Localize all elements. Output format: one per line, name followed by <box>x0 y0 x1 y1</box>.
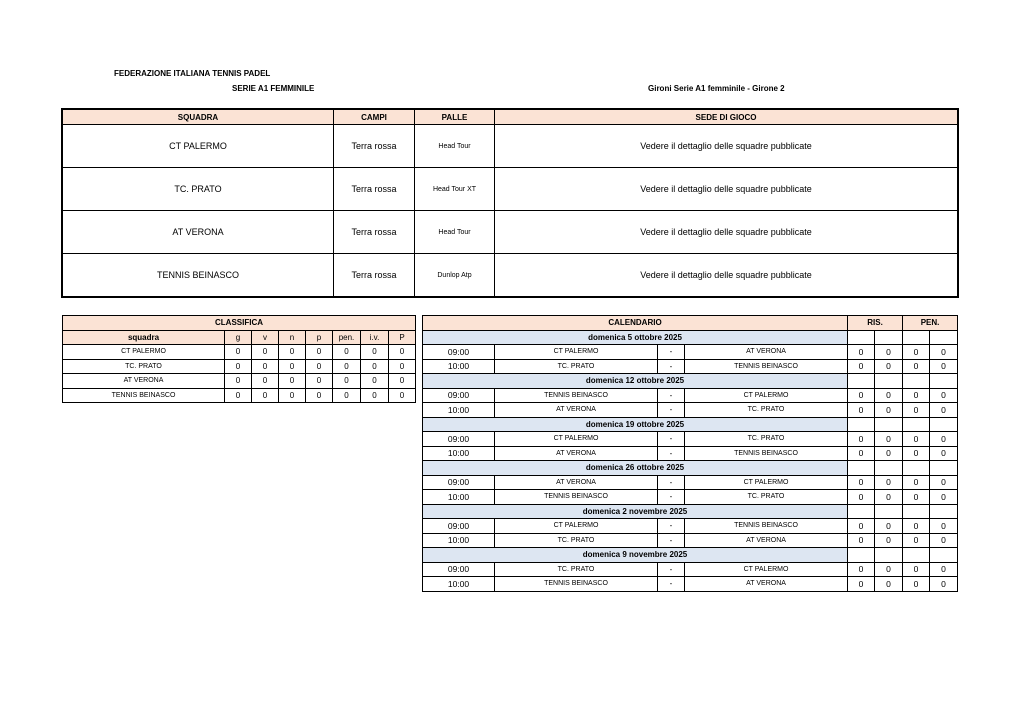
round-date-row <box>423 330 958 345</box>
standings-stat: 0 <box>225 388 252 403</box>
round-date: domenica 26 ottobre 2025 <box>423 461 848 476</box>
empty-cell <box>930 461 958 476</box>
match-home: TENNIS BEINASCO <box>495 388 658 403</box>
match-time: 10:00 <box>423 533 495 548</box>
empty-cell <box>930 374 958 389</box>
federation-title: FEDERAZIONE ITALIANA TENNIS PADEL <box>114 69 271 78</box>
match-score: 0 <box>848 490 875 505</box>
empty-cell <box>848 504 875 519</box>
standings-table <box>62 315 416 403</box>
match-home: CT PALERMO <box>495 432 658 447</box>
match-away: TENNIS BEINASCO <box>685 519 848 534</box>
match-score: 0 <box>875 345 903 360</box>
match-separator: - <box>658 533 685 548</box>
standings-stat: 0 <box>225 345 252 360</box>
team-balls: Dunlop Atp <box>415 254 495 297</box>
match-separator: - <box>658 446 685 461</box>
standings-stat: 0 <box>225 374 252 389</box>
match-home: AT VERONA <box>495 403 658 418</box>
match-score: 0 <box>875 519 903 534</box>
round-date-row <box>423 461 958 476</box>
match-score: 0 <box>875 475 903 490</box>
match-score: 0 <box>930 388 958 403</box>
team-row <box>63 211 958 254</box>
match-away: TENNIS BEINASCO <box>685 359 848 374</box>
group-title: Gironi Serie A1 femminile - Girone 2 <box>648 84 785 93</box>
match-row <box>423 519 958 534</box>
match-home: TC. PRATO <box>495 359 658 374</box>
empty-cell <box>903 330 930 345</box>
match-home: TENNIS BEINASCO <box>495 490 658 505</box>
standings-stat: 0 <box>389 345 416 360</box>
ris-header: RIS. <box>848 316 903 331</box>
header-squadra: SQUADRA <box>63 110 334 125</box>
standings-stat: 0 <box>306 374 333 389</box>
col-v: v <box>252 330 279 345</box>
match-score: 0 <box>930 432 958 447</box>
match-score: 0 <box>930 533 958 548</box>
pen-header: PEN. <box>903 316 958 331</box>
standings-title: CLASSIFICA <box>63 316 416 331</box>
match-score: 0 <box>875 490 903 505</box>
match-score: 0 <box>848 359 875 374</box>
match-score: 0 <box>930 490 958 505</box>
standings-stat: 0 <box>333 388 361 403</box>
match-score: 0 <box>848 519 875 534</box>
team-courts: Terra rossa <box>334 254 415 297</box>
match-score: 0 <box>848 577 875 592</box>
round-date-row <box>423 374 958 389</box>
team-courts: Terra rossa <box>334 211 415 254</box>
match-away: AT VERONA <box>685 533 848 548</box>
match-separator: - <box>658 359 685 374</box>
match-away: TC. PRATO <box>685 432 848 447</box>
team-row <box>63 168 958 211</box>
match-time: 09:00 <box>423 345 495 360</box>
round-date: domenica 19 ottobre 2025 <box>423 417 848 432</box>
match-time: 10:00 <box>423 446 495 461</box>
match-score: 0 <box>903 345 930 360</box>
team-name: CT PALERMO <box>63 125 334 168</box>
match-separator: - <box>658 388 685 403</box>
standings-stat: 0 <box>333 359 361 374</box>
standings-stat: 0 <box>361 374 389 389</box>
match-score: 0 <box>930 359 958 374</box>
team-courts: Terra rossa <box>334 168 415 211</box>
match-score: 0 <box>903 577 930 592</box>
match-row <box>423 490 958 505</box>
col-g: g <box>225 330 252 345</box>
round-date: domenica 12 ottobre 2025 <box>423 374 848 389</box>
team-venue: Vedere il dettaglio delle squadre pubblicate <box>495 211 958 254</box>
match-score: 0 <box>875 562 903 577</box>
standings-stat: 0 <box>389 388 416 403</box>
match-home: CT PALERMO <box>495 519 658 534</box>
team-venue: Vedere il dettaglio delle squadre pubblicate <box>495 168 958 211</box>
match-score: 0 <box>903 432 930 447</box>
match-score: 0 <box>903 359 930 374</box>
match-home: TENNIS BEINASCO <box>495 577 658 592</box>
match-score: 0 <box>875 446 903 461</box>
match-separator: - <box>658 490 685 505</box>
standings-stat: 0 <box>389 374 416 389</box>
col-n: n <box>279 330 306 345</box>
standings-stat: 0 <box>279 388 306 403</box>
empty-cell <box>875 374 903 389</box>
standings-team: TENNIS BEINASCO <box>63 388 225 403</box>
match-score: 0 <box>903 388 930 403</box>
match-row <box>423 388 958 403</box>
standings-stat: 0 <box>225 359 252 374</box>
match-score: 0 <box>848 432 875 447</box>
standings-stat: 0 <box>252 374 279 389</box>
match-time: 10:00 <box>423 577 495 592</box>
match-time: 09:00 <box>423 388 495 403</box>
match-row <box>423 432 958 447</box>
team-venue: Vedere il dettaglio delle squadre pubblicate <box>495 254 958 297</box>
empty-cell <box>875 461 903 476</box>
match-row <box>423 475 958 490</box>
standings-stat: 0 <box>279 359 306 374</box>
match-score: 0 <box>903 403 930 418</box>
standings-stat: 0 <box>333 374 361 389</box>
empty-cell <box>875 417 903 432</box>
standings-row <box>63 388 416 403</box>
match-away: TC. PRATO <box>685 403 848 418</box>
match-away: TENNIS BEINASCO <box>685 446 848 461</box>
team-courts: Terra rossa <box>334 125 415 168</box>
empty-cell <box>848 548 875 563</box>
match-away: AT VERONA <box>685 345 848 360</box>
standings-row <box>63 359 416 374</box>
standings-stat: 0 <box>279 374 306 389</box>
match-score: 0 <box>930 577 958 592</box>
match-score: 0 <box>848 446 875 461</box>
match-score: 0 <box>903 446 930 461</box>
empty-cell <box>903 461 930 476</box>
col-p: p <box>306 330 333 345</box>
standings-stat: 0 <box>306 388 333 403</box>
standings-stat: 0 <box>361 388 389 403</box>
team-row <box>63 254 958 297</box>
match-time: 09:00 <box>423 519 495 534</box>
standings-stat: 0 <box>252 359 279 374</box>
match-time: 09:00 <box>423 432 495 447</box>
match-score: 0 <box>903 519 930 534</box>
series-title: SERIE A1 FEMMINILE <box>232 84 315 93</box>
team-balls: Head Tour <box>415 125 495 168</box>
col-points: P <box>389 330 416 345</box>
team-balls: Head Tour <box>415 211 495 254</box>
match-away: CT PALERMO <box>685 562 848 577</box>
team-balls: Head Tour XT <box>415 168 495 211</box>
empty-cell <box>930 504 958 519</box>
standings-team: CT PALERMO <box>63 345 225 360</box>
match-row <box>423 359 958 374</box>
match-row <box>423 345 958 360</box>
empty-cell <box>875 330 903 345</box>
empty-cell <box>848 461 875 476</box>
team-name: TC. PRATO <box>63 168 334 211</box>
standings-stat: 0 <box>252 388 279 403</box>
match-score: 0 <box>930 446 958 461</box>
match-home: AT VERONA <box>495 475 658 490</box>
standings-row <box>63 345 416 360</box>
match-away: TC. PRATO <box>685 490 848 505</box>
match-score: 0 <box>903 533 930 548</box>
standings-row <box>63 374 416 389</box>
match-score: 0 <box>875 388 903 403</box>
match-row <box>423 577 958 592</box>
round-date: domenica 2 novembre 2025 <box>423 504 848 519</box>
match-away: CT PALERMO <box>685 388 848 403</box>
match-score: 0 <box>848 562 875 577</box>
match-score: 0 <box>903 475 930 490</box>
match-separator: - <box>658 562 685 577</box>
match-home: TC. PRATO <box>495 562 658 577</box>
match-score: 0 <box>875 359 903 374</box>
match-score: 0 <box>848 533 875 548</box>
match-home: CT PALERMO <box>495 345 658 360</box>
header-palle: PALLE <box>415 110 495 125</box>
match-score: 0 <box>875 533 903 548</box>
match-time: 10:00 <box>423 490 495 505</box>
standings-stat: 0 <box>252 345 279 360</box>
standings-stat: 0 <box>279 345 306 360</box>
team-venue: Vedere il dettaglio delle squadre pubblicate <box>495 125 958 168</box>
standings-stat: 0 <box>306 359 333 374</box>
standings-stat: 0 <box>389 359 416 374</box>
match-time: 10:00 <box>423 359 495 374</box>
match-time: 09:00 <box>423 475 495 490</box>
match-separator: - <box>658 403 685 418</box>
match-score: 0 <box>903 490 930 505</box>
match-away: AT VERONA <box>685 577 848 592</box>
match-score: 0 <box>848 475 875 490</box>
match-separator: - <box>658 475 685 490</box>
match-home: AT VERONA <box>495 446 658 461</box>
empty-cell <box>875 548 903 563</box>
match-separator: - <box>658 345 685 360</box>
empty-cell <box>903 548 930 563</box>
match-score: 0 <box>875 577 903 592</box>
match-separator: - <box>658 519 685 534</box>
round-date-row <box>423 417 958 432</box>
match-away: CT PALERMO <box>685 475 848 490</box>
team-name: TENNIS BEINASCO <box>63 254 334 297</box>
round-date-row <box>423 504 958 519</box>
match-separator: - <box>658 432 685 447</box>
empty-cell <box>930 330 958 345</box>
round-date: domenica 9 novembre 2025 <box>423 548 848 563</box>
calendar-table <box>422 315 958 592</box>
match-score: 0 <box>930 475 958 490</box>
team-name: AT VERONA <box>63 211 334 254</box>
match-home: TC. PRATO <box>495 533 658 548</box>
match-row <box>423 446 958 461</box>
match-time: 09:00 <box>423 562 495 577</box>
match-score: 0 <box>930 403 958 418</box>
empty-cell <box>903 374 930 389</box>
match-score: 0 <box>930 562 958 577</box>
round-date: domenica 5 ottobre 2025 <box>423 330 848 345</box>
col-pen: pen. <box>333 330 361 345</box>
empty-cell <box>848 417 875 432</box>
match-score: 0 <box>848 388 875 403</box>
header-campi: CAMPI <box>334 110 415 125</box>
standings-stat: 0 <box>333 345 361 360</box>
match-row <box>423 562 958 577</box>
empty-cell <box>930 417 958 432</box>
col-squadra: squadra <box>63 330 225 345</box>
calendar-title: CALENDARIO <box>423 316 848 331</box>
teams-table <box>62 109 958 297</box>
round-date-row <box>423 548 958 563</box>
match-score: 0 <box>930 519 958 534</box>
match-row <box>423 533 958 548</box>
standings-team: TC. PRATO <box>63 359 225 374</box>
empty-cell <box>848 374 875 389</box>
col-iv: i.v. <box>361 330 389 345</box>
match-score: 0 <box>930 345 958 360</box>
empty-cell <box>903 504 930 519</box>
match-score: 0 <box>875 403 903 418</box>
match-time: 10:00 <box>423 403 495 418</box>
empty-cell <box>930 548 958 563</box>
standings-stat: 0 <box>361 345 389 360</box>
match-score: 0 <box>848 403 875 418</box>
standings-stat: 0 <box>361 359 389 374</box>
empty-cell <box>875 504 903 519</box>
match-score: 0 <box>903 562 930 577</box>
header-sede: SEDE DI GIOCO <box>495 110 958 125</box>
match-separator: - <box>658 577 685 592</box>
match-row <box>423 403 958 418</box>
standings-team: AT VERONA <box>63 374 225 389</box>
empty-cell <box>903 417 930 432</box>
match-score: 0 <box>848 345 875 360</box>
match-score: 0 <box>875 432 903 447</box>
standings-stat: 0 <box>306 345 333 360</box>
empty-cell <box>848 330 875 345</box>
team-row <box>63 125 958 168</box>
